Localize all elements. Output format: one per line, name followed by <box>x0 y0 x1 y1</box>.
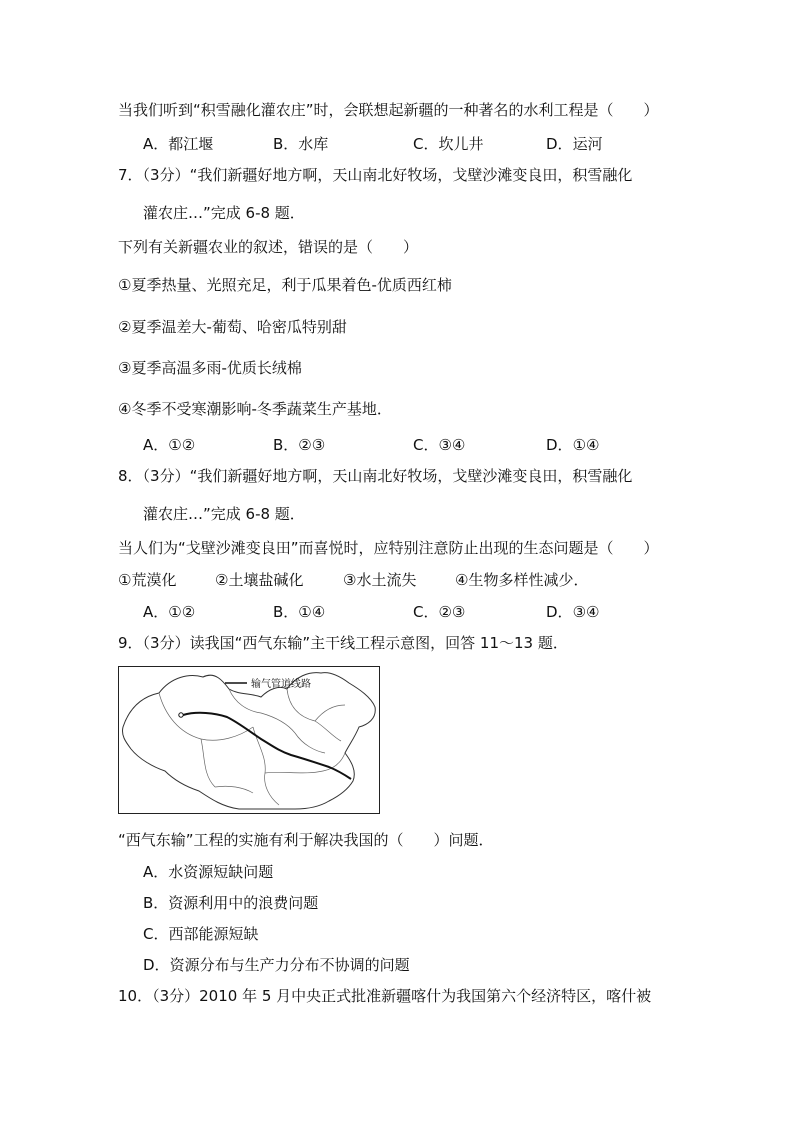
q6-option-a[interactable]: A．都江堰 <box>143 135 214 153</box>
q6-option-b[interactable]: B．水库 <box>273 135 329 153</box>
q8-item-3: ③水土流失 <box>343 571 417 589</box>
q8-head-cont: 灌农庄…”完成 6-8 题． <box>143 505 305 523</box>
q7-option-d[interactable]: D．①④ <box>546 436 600 454</box>
q9-stem: “西气东输”工程的实施有利于解决我国的（ ）问题． <box>118 831 494 849</box>
q8-item-1: ①荒漠化 <box>118 571 177 589</box>
q7-item-4: ④冬季不受寒潮影响-冬季蔬菜生产基地． <box>118 400 392 418</box>
q10-head: 10．（3分）2010 年 5 月中央正式批准新疆喀什为我国第六个经济特区，喀什被 <box>118 987 652 1005</box>
q7-head-cont: 灌农庄…”完成 6-8 题． <box>143 204 305 222</box>
q8-stem: 当人们为“戈壁沙滩变良田”而喜悦时，应特别注意防止出现的生态问题是（ ） <box>118 539 659 557</box>
q9-option-a[interactable]: A．水资源短缺问题 <box>143 863 274 881</box>
q8-option-c[interactable]: C．②③ <box>413 603 466 621</box>
q7-option-b[interactable]: B．②③ <box>273 436 326 454</box>
q8-option-a[interactable]: A．①② <box>143 603 196 621</box>
q8-item-2: ②土壤盐碱化 <box>215 571 304 589</box>
q8-head: 8．（3分）“我们新疆好地方啊，天山南北好牧场，戈壁沙滩变良田，积雪融化 <box>118 467 633 485</box>
q7-item-3: ③夏季高温多雨-优质长绒棉 <box>118 359 302 377</box>
q7-stem: 下列有关新疆农业的叙述，错误的是（ ） <box>118 238 419 256</box>
q7-option-a[interactable]: A．①② <box>143 436 196 454</box>
pipeline-legend-label: 输气管道线路 <box>251 679 311 690</box>
q9-option-d[interactable]: D．资源分布与生产力分布不协调的问题 <box>143 956 410 974</box>
q7-head: 7．（3分）“我们新疆好地方啊，天山南北好牧场，戈壁沙滩变良田，积雪融化 <box>118 166 633 184</box>
q8-option-d[interactable]: D．③④ <box>546 603 600 621</box>
q7-item-1: ①夏季热量、光照充足，利于瓜果着色-优质西红柿 <box>118 276 452 294</box>
q9-head: 9．（3分）读我国“西气东输”主干线工程示意图，回答 11～13 题． <box>118 634 568 652</box>
china-outline-map <box>119 667 379 813</box>
pipeline-map <box>118 666 380 814</box>
q9-option-c[interactable]: C．西部能源短缺 <box>143 925 259 943</box>
q6-option-d[interactable]: D．运河 <box>546 135 603 153</box>
q8-item-4: ④生物多样性减少． <box>455 571 589 589</box>
q7-item-2: ②夏季温差大-葡萄、哈密瓜特别甜 <box>118 318 347 336</box>
q6-stem: 当我们听到“积雪融化灌农庄”时，会联想起新疆的一种著名的水利工程是（ ） <box>118 101 659 119</box>
q9-option-b[interactable]: B．资源利用中的浪费问题 <box>143 894 319 912</box>
q6-option-c[interactable]: C．坎儿井 <box>413 135 484 153</box>
q7-option-c[interactable]: C．③④ <box>413 436 466 454</box>
q8-option-b[interactable]: B．①④ <box>273 603 326 621</box>
